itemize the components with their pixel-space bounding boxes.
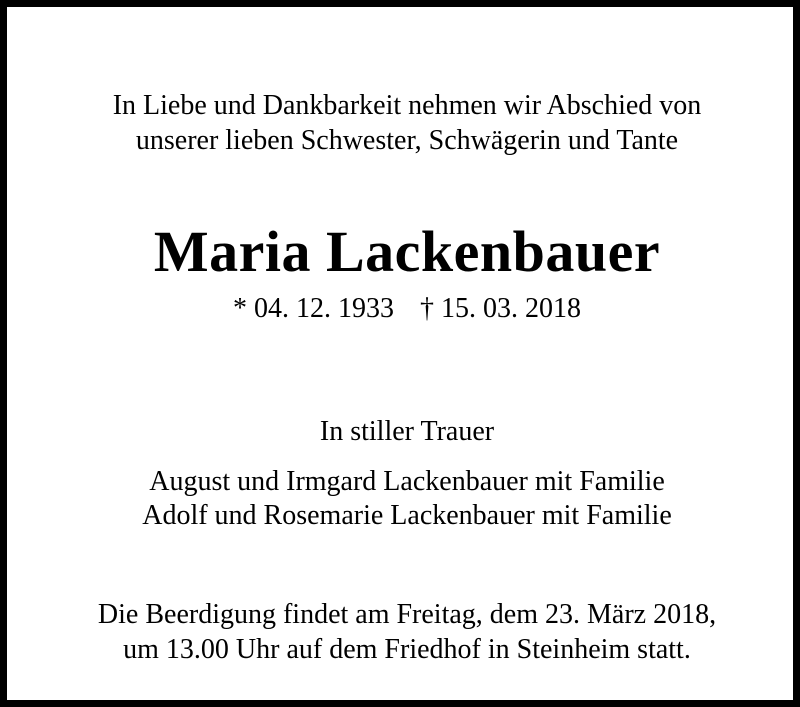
funeral-info-line-2: um 13.00 Uhr auf dem Friedhof in Steinheim statt. — [123, 634, 691, 665]
deceased-name: Maria Lackenbauer — [153, 219, 661, 284]
birth-date: * 04. 12. 1933 — [233, 293, 394, 324]
mourner-family-2: Adolf und Rosemarie Lackenbauer mit Familie — [142, 500, 672, 531]
mourner-family-1: August und Irmgard Lackenbauer mit Familie — [149, 466, 665, 497]
death-date: † 15. 03. 2018 — [420, 293, 581, 324]
intro-line-1: In Liebe und Dankbarkeit nehmen wir Abschied von — [112, 90, 702, 121]
life-dates — [7, 292, 800, 326]
intro-line-2: unserer lieben Schwester, Schwägerin und Tante — [135, 125, 679, 156]
funeral-info-line-1: Die Beerdigung findet am Freitag, dem 23. März 2018, — [97, 599, 717, 630]
mourning-heading: In stiller Trauer — [319, 416, 495, 447]
